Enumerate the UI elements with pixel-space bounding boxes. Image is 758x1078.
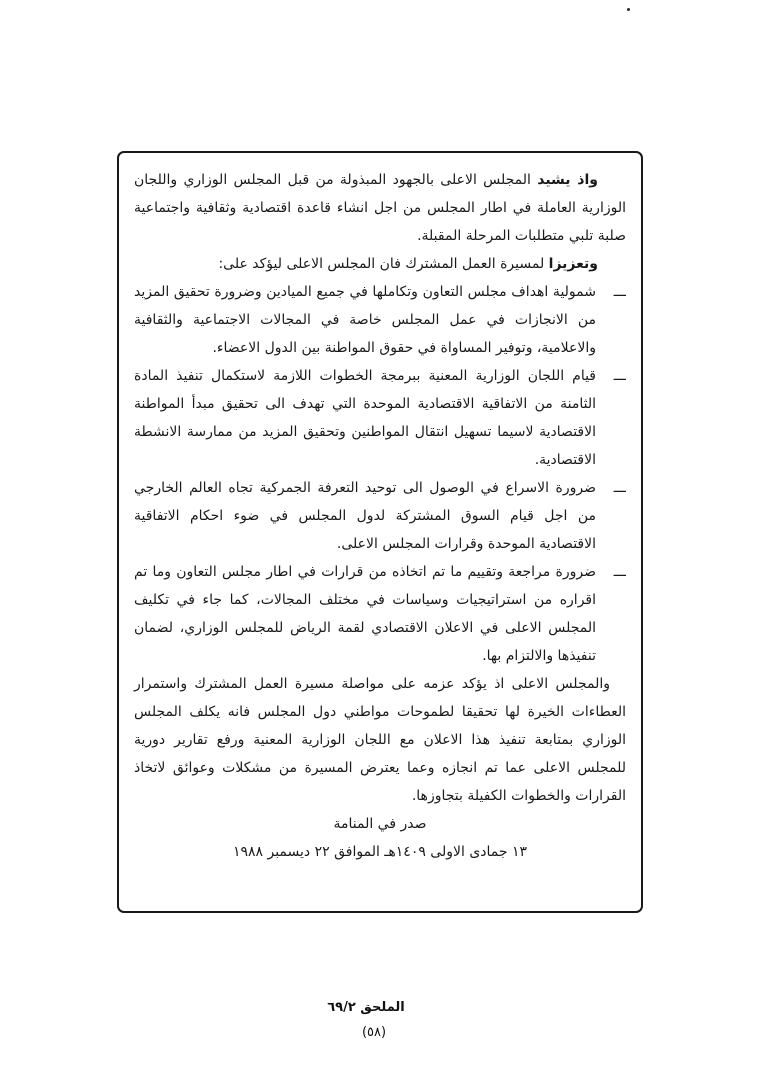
closing-paragraph: والمجلس الاعلى اذ يؤكد عزمه على مواصلة مسيرة العمل المشترك واستمرار العطاءات الخيرة لها تحقيقا لطموحات مواطني دول المجلس فانه يكلف المجلس الوزاري بمتابعة تنفيذ هذا الاعلان مع اللجان الوزارية المعنية ورفع تقارير دورية للمجلس الاعلى عما تم انجازه وعما يعترض المسيرة من مشكلات وعوائق لاتخاذ القرارات والخطوات الكفيلة بتجاوزها. [134,676,626,804]
affirmation-paragraph-text: لمسيرة العمل المشترك فان المجلس الاعلى ليؤكد على: [218,256,549,272]
dash-marker: ـــ [613,368,626,384]
declaration-text-frame [117,151,643,913]
issued-place-line: صدر في المنامة [333,816,427,832]
dash-marker: ـــ [613,564,626,580]
opening-paragraph [134,166,626,250]
bullet-item-2 [134,362,626,474]
bullet-item-4 [134,558,626,670]
bullet-item-3 [134,474,626,558]
bullet-text-2: قيام اللجان الوزارية المعنية ببرمجة الخطوات اللازمة لاستكمال تنفيذ المادة الثامنة من الاتفاقية الاقتصادية الموحدة التي تهدف الى تحقيق مبدأ المواطنة الاقتصادية لاسيما تسهيل انتقال المواطنين وتحقيق المزيد من ممارسة الانشطة الاقتصادية. [134,368,596,468]
bullet-text-1: شمولية اهداف مجلس التعاون وتكاملها في جميع الميادين وضرورة تحقيق المزيد من الانجازات في عمل المجلس خاصة في المجالات الاجتماعية والثقافية والاعلامية، وتوفير المساواة في حقوق المواطنة بين الدول الاعضاء. [134,284,596,356]
bullet-text-4: ضرورة مراجعة وتقييم ما تم اتخاذه من قرارات في اطار مجلس التعاون وما تم اقراره من استراتيجيات وسياسات في مختلف المجالات، كما جاء في تكليف المجلس الاعلى في الاعلان الاقتصادي لقمة الرياض للمجلس الوزاري، لضمان تنفيذها والالتزام بها. [134,564,596,664]
scan-speck [627,8,630,11]
issued-date-line: ١٣ جمادى الاولى ١٤٠٩هـ الموافق ٢٢ ديسمبر ١٩٨٨ [232,844,528,860]
affirmation-paragraph-lead: وتعزيزا [548,256,598,272]
bullet-item-1 [134,278,626,362]
dash-marker: ـــ [613,480,626,496]
annex-label: الملحق ٦٩/٢ [327,1000,405,1015]
bullet-text-3: ضرورة الاسراع في الوصول الى توحيد التعرفة الجمركية تجاه العالم الخارجي من اجل قيام السوق المشتركة لدول المجلس في ضوء احكام الاتفاقية الاقتصادية الموحدة وقرارات المجلس الاعلى. [134,480,596,552]
opening-paragraph-text: المجلس الاعلى بالجهود المبذولة من قبل المجلس الوزاري واللجان الوزارية العاملة في اطار المجلس من اجل انشاء قاعدة اقتصادية وثقافية واجتماعية صلبة تلبي متطلبات المرحلة المقبلة. [134,172,626,244]
dash-marker: ـــ [613,284,626,300]
affirmation-paragraph [134,250,626,278]
opening-paragraph-lead: واذ يشيد [537,172,598,188]
page-number: (٥٨) [361,1025,387,1040]
